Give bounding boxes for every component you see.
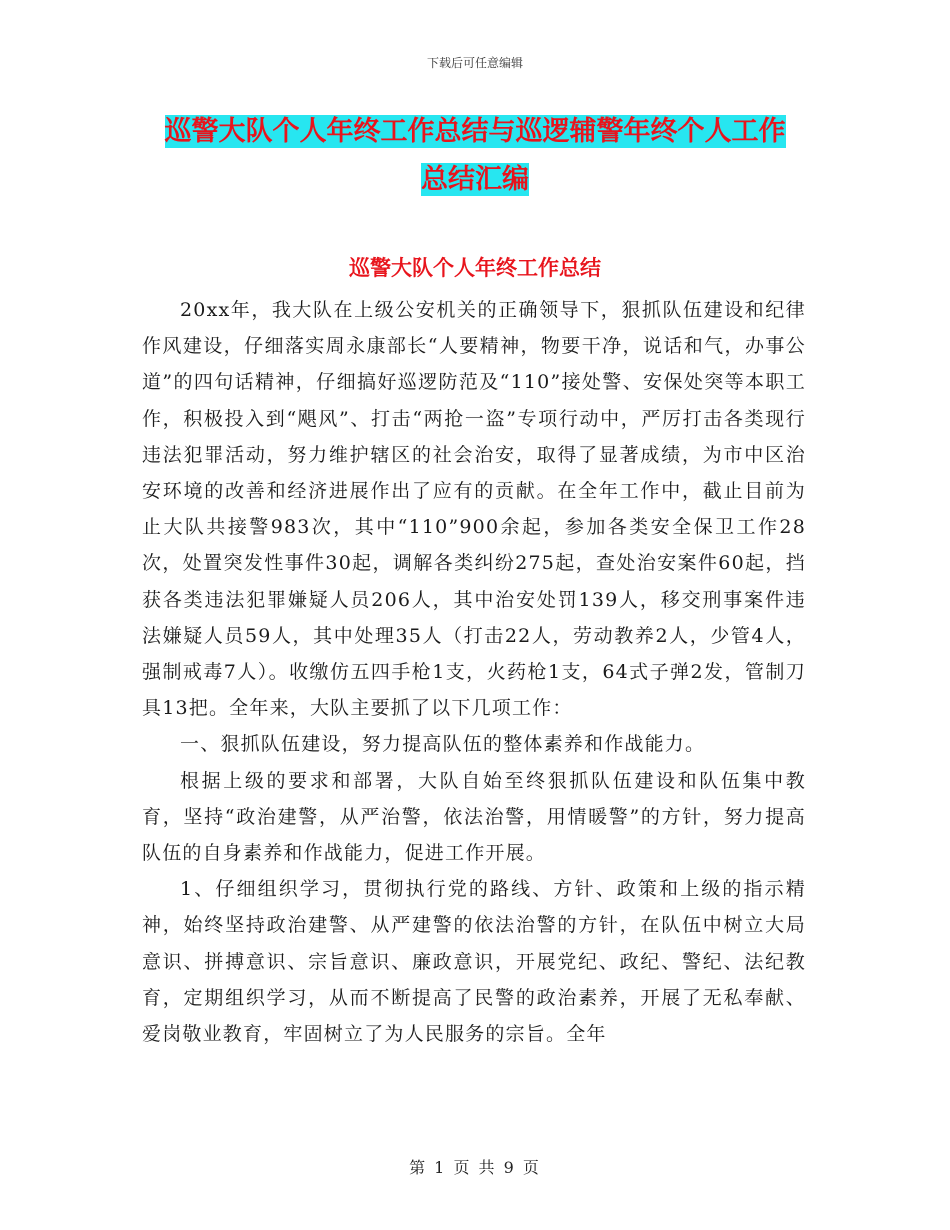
page-footer: 第 1 页 共 9 页	[409, 1158, 541, 1177]
header-note: 下载后可任意编辑	[426, 56, 523, 70]
body-text	[142, 292, 806, 1052]
paragraph-2: 一、狠抓队伍建设，努力提高队伍的整体素养和作战能力。	[180, 733, 706, 756]
paragraph-1: 20xx年，我大队在上级公安机关的正确领导下，狠抓队伍建设和纪律作风建设，仔细落实周永康部长“人要精神，物要干净，说话和气，办事公道”的四句话精神，仔细搞好巡逻防范及“110”接处警、安保处突等本职工作，积极投入到“飓风”、打击“两抢一盗”专项行动中，严厉打击各类现行违法犯罪活动，努力维护辖区的社会治安，取得了显著成绩，为市中区治安环境的改善和经济进展作出了应有的贡献。在全年工作中，截止目前为止大队共接警983次，其中“110”900余起，参加各类安全保卫工作28次，处置突发性事件30起，调解各类纠纷275起，查处治安案件60起，挡获各类违法犯罪嫌疑人员206人，其中治安处罚139人，移交刑事案件违法嫌疑人员59人，其中处理35人（打击22人，劳动教养2人，少管4人，强制戒毒7人）。收缴仿五四手枪1支，火药枪1支，64式子弹2发，管制刀具13把。全年来，大队主要抓了以下几项工作：	[142, 299, 806, 720]
section-title: 巡警大队个人年终工作总结	[349, 256, 601, 280]
paragraph-3: 根据上级的要求和部署，大队自始至终狠抓队伍建设和队伍集中教育，坚持“政治建警，从严治警，依法治警，用情暖警”的方针，努力提高队伍的自身素养和作战能力，促进工作开展。	[142, 769, 806, 865]
document-title	[0, 108, 950, 204]
title-line-2: 总结汇编	[421, 164, 529, 195]
paragraph-4: 1、仔细组织学习，贯彻执行党的路线、方针、政策和上级的指示精神，始终坚持政治建警、从严建警的依法治警的方针，在队伍中树立大局意识、拼搏意识、宗旨意识、廉政意识，开展党纪、政纪、警纪、法纪教育，定期组织学习，从而不断提高了民警的政治素养，开展了无私奉献、爱岗敬业教育，牢固树立了为人民服务的宗旨。全年	[142, 878, 806, 1046]
title-line-1: 巡警大队个人年终工作总结与巡逻辅警年终个人工作	[164, 116, 786, 147]
